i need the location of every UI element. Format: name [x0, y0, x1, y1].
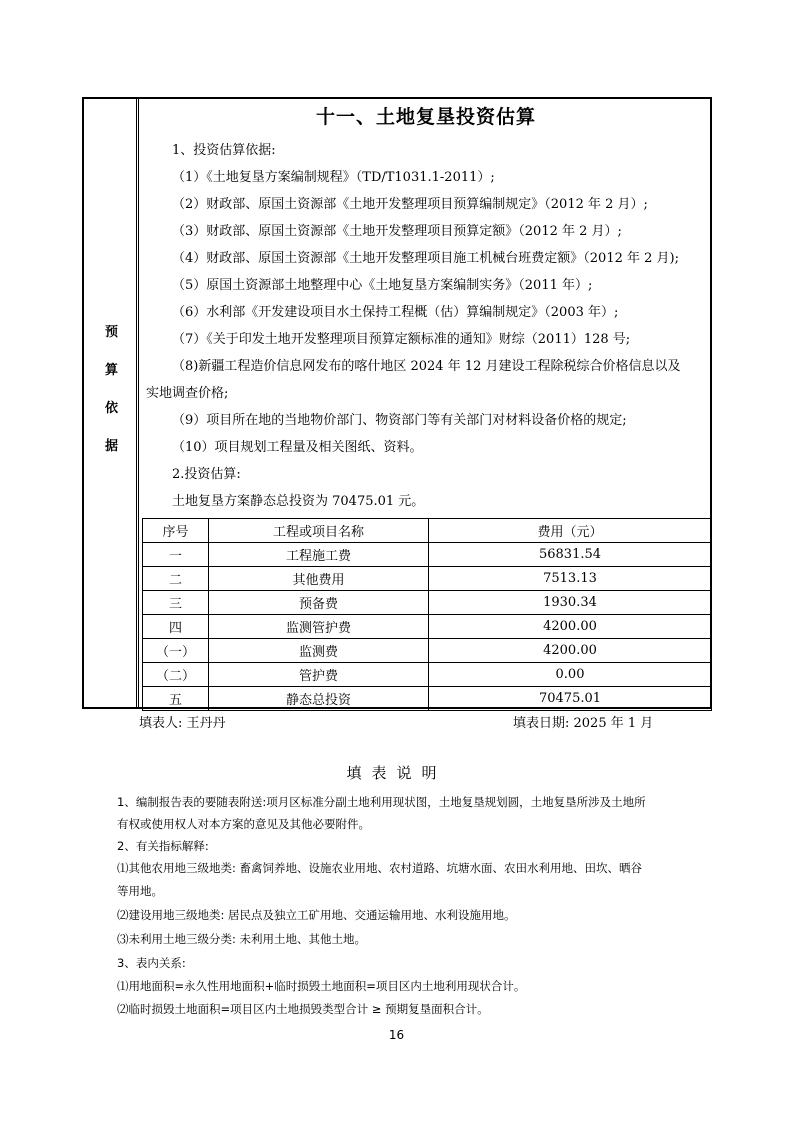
- basis-item: （8)新疆工程造价信息网发布的喀什地区 2024 年 12 月建设工程除税综合价格信息以及: [172, 359, 681, 374]
- cost-table: [142, 518, 712, 711]
- side-label-char: 依: [104, 401, 118, 416]
- cell-index: 二: [143, 567, 209, 591]
- cell-index: 三: [143, 591, 209, 615]
- basis-item: （1）《土地复垦方案编制规程》（TD/T1031.1-2011）;: [172, 170, 495, 185]
- cell-cost: 0.00: [429, 663, 712, 687]
- table-row: [143, 639, 712, 663]
- cell-index: 四: [143, 615, 209, 639]
- table-row: [143, 615, 712, 639]
- side-label-char: 预: [104, 325, 118, 340]
- note-line: ⑴用地面积=永久性用地面积+临时损毁土地面积=项目区内土地利用现状合计。: [117, 979, 526, 993]
- form-frame: [82, 97, 712, 709]
- basis-item: （10）项目规划工程量及相关图纸、资料。: [172, 440, 423, 455]
- col-header-item: 工程或项目名称: [209, 519, 429, 543]
- cell-index: 五: [143, 687, 209, 711]
- cell-item: 其他费用: [209, 567, 429, 591]
- table-row: [143, 663, 712, 687]
- cell-cost: 56831.54: [429, 543, 712, 567]
- basis-item: （4）财政部、原国土资源部《土地开发整理项目施工机械台班费定额》（2012 年 2 月);: [172, 251, 679, 266]
- cell-cost: 4200.00: [429, 615, 712, 639]
- basis-item: （2）财政部、原国土资源部《土地开发整理项目预算编制规定》（2012 年 2 月）;: [172, 197, 648, 212]
- estimate-heading: 2.投资估算:: [172, 467, 241, 482]
- side-column: [84, 99, 139, 707]
- basis-heading: 1、投资估算依据:: [172, 143, 276, 158]
- basis-item: （5）原国土资源部土地整理中心《土地复垦方案编制实务》（2011 年）;: [172, 278, 593, 293]
- cell-cost: 7513.13: [429, 567, 712, 591]
- cell-item: 预备费: [209, 591, 429, 615]
- basis-item: （6）水利部《开发建设项目水土保持工程概（估）算编制规定》（2003 年）;: [172, 305, 619, 320]
- cell-cost: 4200.00: [429, 639, 712, 663]
- side-label-char: 算: [104, 363, 118, 378]
- fill-date: 填表日期: 2025 年 1 月: [513, 716, 654, 731]
- table-row: [143, 591, 712, 615]
- page-number: 16: [388, 1028, 405, 1042]
- table-header-row: [143, 519, 712, 543]
- notes-title: 填表说明: [346, 764, 447, 782]
- basis-item: （7）《关于印发土地开发整理项目预算定额标准的通知》财综（2011）128 号;: [172, 332, 631, 347]
- note-line: 等用地。: [117, 884, 163, 898]
- side-label-char: 据: [104, 439, 118, 454]
- note-line: 1、编制报告表的要随表附送:项月区标准分副土地利用现状图，土地复垦规划圆，土地复垦所涉及土地所: [117, 795, 646, 809]
- cell-cost: 70475.01: [429, 687, 712, 711]
- table-row: [143, 567, 712, 591]
- col-header-index: 序号: [143, 519, 209, 543]
- basis-item: （9）项目所在地的当地物价部门、物资部门等有关部门对材料设备价格的规定;: [172, 413, 627, 428]
- section-title: 十一、土地复垦投资估算: [315, 106, 536, 128]
- cell-item: 工程施工费: [209, 543, 429, 567]
- cell-item: 监测费: [209, 639, 429, 663]
- filler-label: 填表人: 王丹丹: [139, 716, 226, 731]
- cell-index: （二）: [143, 663, 209, 687]
- note-line: ⑴其他农用地三级地类: 畜禽饲养地、设施农业用地、农村道路、坑塘水面、农田水利用地、田坎、晒谷: [117, 861, 643, 875]
- cell-item: 静态总投资: [209, 687, 429, 711]
- main-content: [142, 99, 710, 707]
- cell-index: （一）: [143, 639, 209, 663]
- note-line: ⑵临时损毁土地面积=项目区内土地损毁类型合计 ≥ 预期复垦面积合计。: [117, 1002, 489, 1016]
- note-line: 2、有关指标解释:: [117, 839, 209, 853]
- cell-item: 监测管护费: [209, 615, 429, 639]
- note-line: 有权或使用权人对本方案的意见及其他必要附件。: [117, 817, 370, 831]
- estimate-text: 土地复垦方案静态总投资为 70475.01 元。: [172, 494, 425, 509]
- cell-index: 一: [143, 543, 209, 567]
- cell-cost: 1930.34: [429, 591, 712, 615]
- table-row: [143, 687, 712, 711]
- note-line: ⑶未利用土地三级分类: 未利用土地、其他土地。: [117, 932, 367, 946]
- col-header-cost: 费用（元）: [429, 519, 712, 543]
- basis-item: （3）财政部、原国土资源部《土地开发整理项目预算定额》（2012 年 2 月）;: [172, 224, 622, 239]
- note-line: 3、表内关系:: [117, 956, 186, 970]
- basis-item: 实地调查价格;: [146, 386, 229, 401]
- cell-item: 管护费: [209, 663, 429, 687]
- note-line: ⑵建设用地三级地类: 居民点及独立工矿用地、交通运输用地、水利设施用地。: [117, 908, 516, 922]
- table-row: [143, 543, 712, 567]
